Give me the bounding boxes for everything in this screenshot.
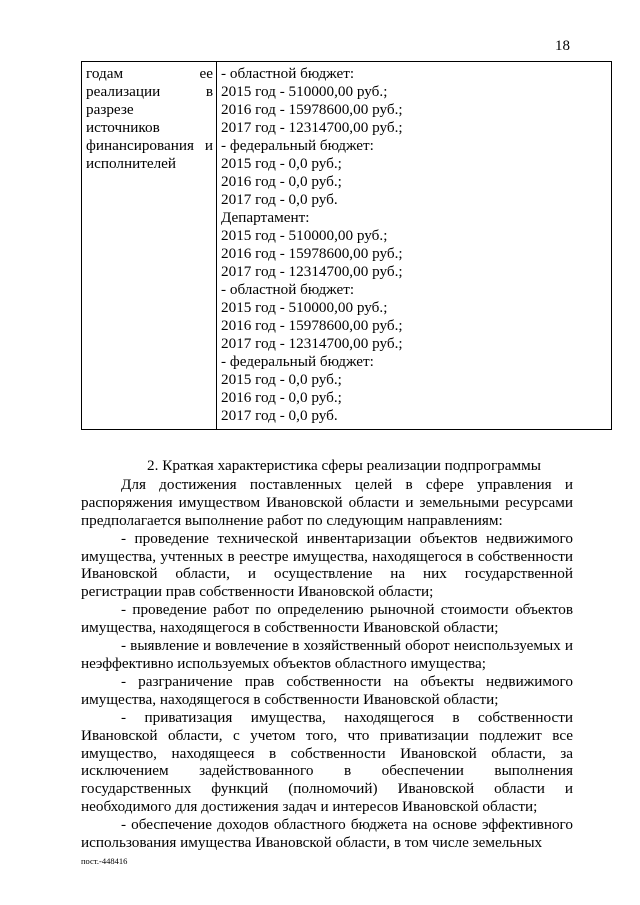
label-text: годам (86, 65, 124, 82)
funding-values-cell (217, 62, 612, 430)
document-reference: пост.-448416 (81, 856, 128, 866)
section-heading: 2. Краткая характеристика сферы реализации подпрограммы (147, 457, 541, 474)
list-item: - проведение технической инвентаризации объектов недвижимого имущества, учтенных в реестре имущества, находящегося в собственности Ивановской области, и осуществление на них государственной регистрации прав собственности Ивановской области; (81, 529, 573, 601)
label-line (86, 119, 213, 137)
page-number: 18 (555, 38, 570, 54)
funding-line: 2015 год - 510000,00 руб.; (221, 227, 388, 244)
list-item: - разграничение прав собственности на объекты недвижимого имущества, находящегося в собственности Ивановской области; (81, 672, 573, 708)
list-item: - обеспечение доходов областного бюджета на основе эффективного использования имущества Ивановской области, в том числе земельных (81, 816, 573, 852)
label-text-end: и (204, 137, 213, 154)
intro-paragraph: Для достижения поставленных целей в сфере управления и распоряжения имуществом Ивановской области и земельными ресурсами предполагается выполнение работ по следующим направлениям: (81, 475, 573, 529)
funding-line: 2017 год - 0,0 руб. (221, 407, 338, 424)
label-line (86, 101, 213, 119)
funding-line: Департамент: (221, 209, 310, 226)
label-text: исполнителей (86, 155, 177, 172)
label-text-end: в (205, 83, 213, 100)
label-text-end: ее (199, 65, 213, 82)
label-line (86, 137, 213, 155)
label-text: источников (86, 119, 160, 136)
funding-line: 2017 год - 12314700,00 руб.; (221, 263, 403, 280)
funding-line: 2015 год - 510000,00 руб.; (221, 299, 388, 316)
row-label-cell (82, 62, 217, 430)
label-text: финансирования (86, 137, 194, 154)
funding-line: 2016 год - 0,0 руб.; (221, 173, 342, 190)
list-item: - проведение работ по определению рыночной стоимости объектов имущества, находящегося в собственности Ивановской области; (81, 601, 573, 637)
funding-line: - федеральный бюджет: (221, 353, 374, 370)
label-line (86, 83, 213, 101)
label-text: реализации (86, 83, 161, 100)
funding-table (81, 61, 612, 430)
funding-line: 2016 год - 15978600,00 руб.; (221, 245, 403, 262)
funding-line: 2016 год - 15978600,00 руб.; (221, 101, 403, 118)
label-line (86, 155, 213, 173)
funding-line: 2016 год - 0,0 руб.; (221, 389, 342, 406)
funding-line: 2017 год - 0,0 руб. (221, 191, 338, 208)
table-row (82, 62, 612, 430)
funding-line: 2017 год - 12314700,00 руб.; (221, 335, 403, 352)
label-text: разрезе (86, 101, 134, 118)
funding-line: 2017 год - 12314700,00 руб.; (221, 119, 403, 136)
funding-line: - областной бюджет: (221, 281, 355, 298)
list-item: - приватизация имущества, находящегося в собственности Ивановской области, с учетом того, что приватизации подлежит все имущество, находящееся в собственности Ивановской области, за исключением задействованного в обеспечении выполнения государственных функций (полномочий) Ивановской области и необходимого для достижения задач и интересов Ивановской области; (81, 708, 573, 816)
label-line (86, 65, 213, 83)
subprogram-section (81, 457, 573, 852)
funding-line: 2015 год - 0,0 руб.; (221, 155, 342, 172)
funding-line: 2015 год - 0,0 руб.; (221, 371, 342, 388)
funding-line: - областной бюджет: (221, 65, 355, 82)
list-item: - выявление и вовлечение в хозяйственный оборот неиспользуемых и неэффективно используемых объектов областного имущества; (81, 637, 573, 672)
funding-line: - федеральный бюджет: (221, 137, 374, 154)
funding-line: 2016 год - 15978600,00 руб.; (221, 317, 403, 334)
funding-line: 2015 год - 510000,00 руб.; (221, 83, 388, 100)
